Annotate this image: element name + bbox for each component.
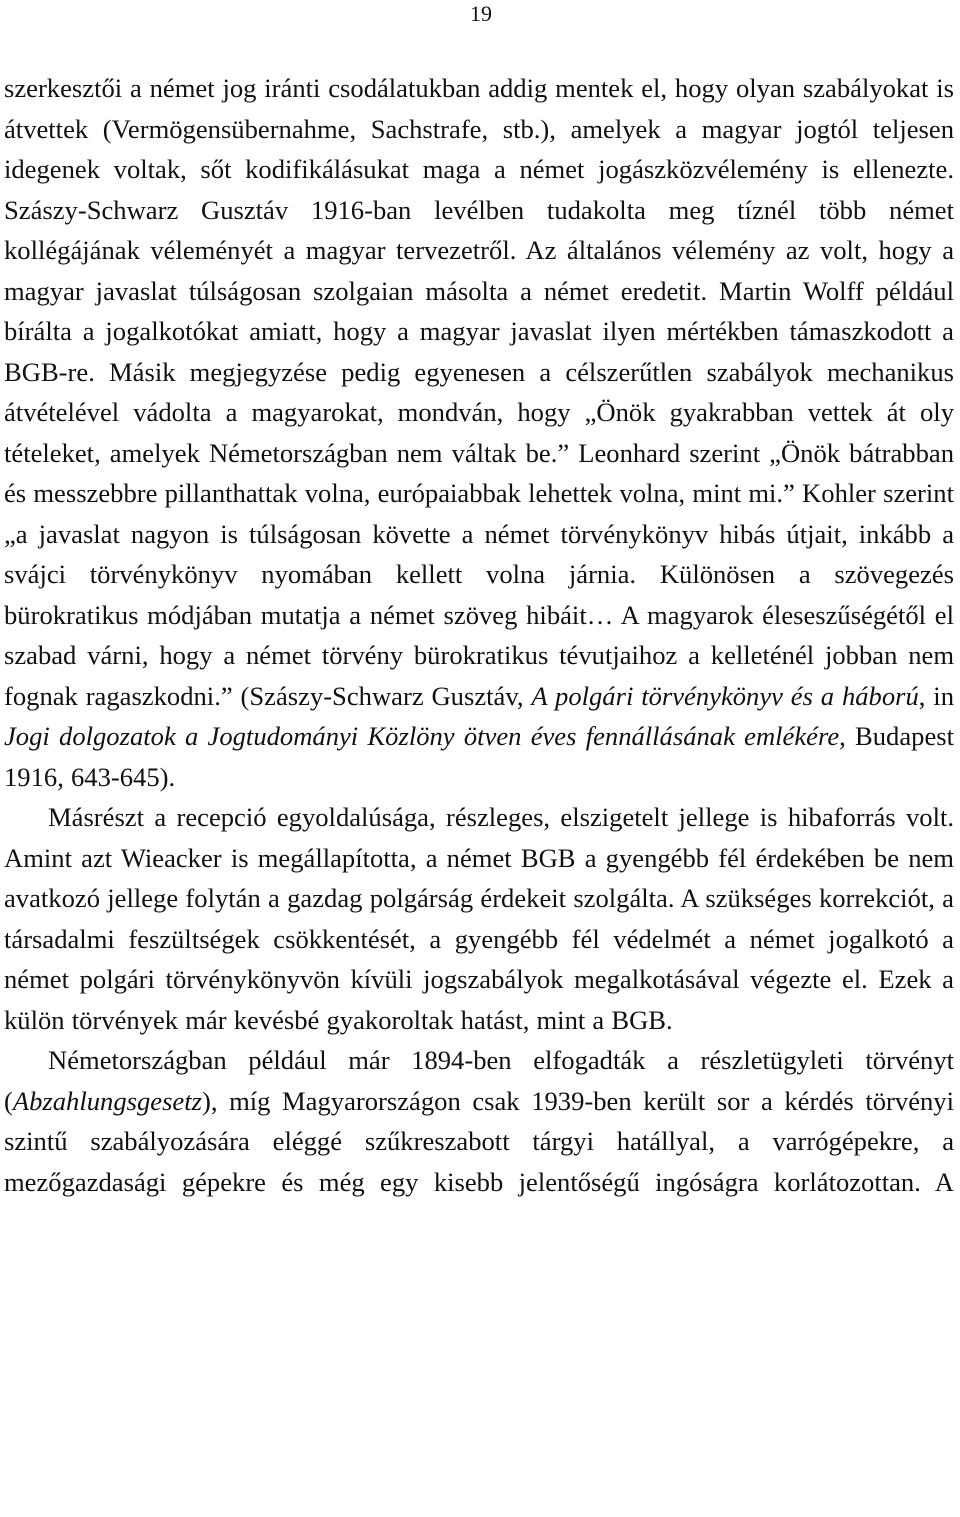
- paragraph-3-text-b: ), míg Magyarországon csak 1939-ben került sor a kérdés törvényi szintű szabályozására eléggé szűkreszabott tárgyi hatállyal, a varrógépekre, a mezőgazdasági gépekre és még egy kisebb jelentőségű ingóságra korlátozottan. A: [4, 1085, 954, 1197]
- citation-title-2: Jogi dolgozatok a Jogtudományi Közlöny ötven éves fennállásának emlékére: [4, 721, 840, 751]
- paragraph-1: [4, 68, 954, 797]
- paragraph-3: [4, 1040, 954, 1202]
- law-name: Abzahlungsgesetz: [12, 1085, 202, 1116]
- paragraph-2: Másrészt a recepció egyoldalúsága, részleges, elszigetelt jellege is hibaforrás volt. Amint azt Wieacker is megállapította, a német BGB a gyengébb fél érdekében be nem avatkozó jellege folytán a gazdag polgárság érdekeit szolgálta. A szükséges korrekciót, a társadalmi feszültségek csökkentését, a gyengébb fél védelmét a német jogalkotó a német polgári törvénykönyvön kívüli jogszabályok megalkotásával végezte el. Ezek a külön törvények már kevésbé gyakoroltak hatást, mint a BGB.: [4, 802, 954, 1035]
- citation-sep: , in: [918, 680, 954, 711]
- page-number: 19: [470, 1, 492, 26]
- text-body: [4, 68, 954, 1202]
- citation-end: , Budapest 1916, 643-645).: [4, 721, 954, 792]
- citation-title-1: A polgári törvénykönyv és a háború: [531, 680, 919, 711]
- paragraph-1-text: szerkesztői a német jog iránti csodálatukban addig mentek el, hogy olyan szabályokat is átvettek (Vermögensübernahme, Sachstrafe, stb.), amelyek a magyar jogtól teljesen idegenek voltak, sőt kodifikálásukat maga a német jogászközvélemény is ellenezte. Szászy-Schwarz Gusztáv 1916-ban levélben tudakolta meg tíznél több német kollégájának véleményét a magyar tervezetről. Az általános vélemény az volt, hogy a magyar javaslat túlságosan szolgaian másolta a német eredetit. Martin Wolff például bírálta a jogalkotókat amiatt, hogy a magyar javaslat ilyen mértékben támaszkodott a BGB-re. Másik megjegyzése pedig egyenesen a célszerűtlen szabályok mechanikus átvételével vádolta a magyarokat, mondván, hogy „Önök gyakrabban vettek át oly tételeket, amelyek Németországban nem váltak be.” Leonhard szerint „Önök bátrabban és messzebbre pillanthattak volna, európaiabbak lehettek volna, mint mi.” Kohler szerint „a javaslat nagyon is túlságosan követte a német törvénykönyv hibás útjait, inkább a svájci törvénykönyv nyomában kellett volna járnia. Különösen a szövegezés bürokratikus módjában mutatja a német szöveg hibáit… A magyarok éleseszűségétől el szabad várni, hogy a német törvény bürokratikus tévutjaihoz a kelleténél jobban nem fognak ragaszkodni.” (Szászy-Schwarz Gusztáv,: [4, 73, 954, 711]
- paragraph-3-text-a: Németországban például már 1894-ben elfogadták a részletügyleti törvényt (: [4, 1045, 954, 1116]
